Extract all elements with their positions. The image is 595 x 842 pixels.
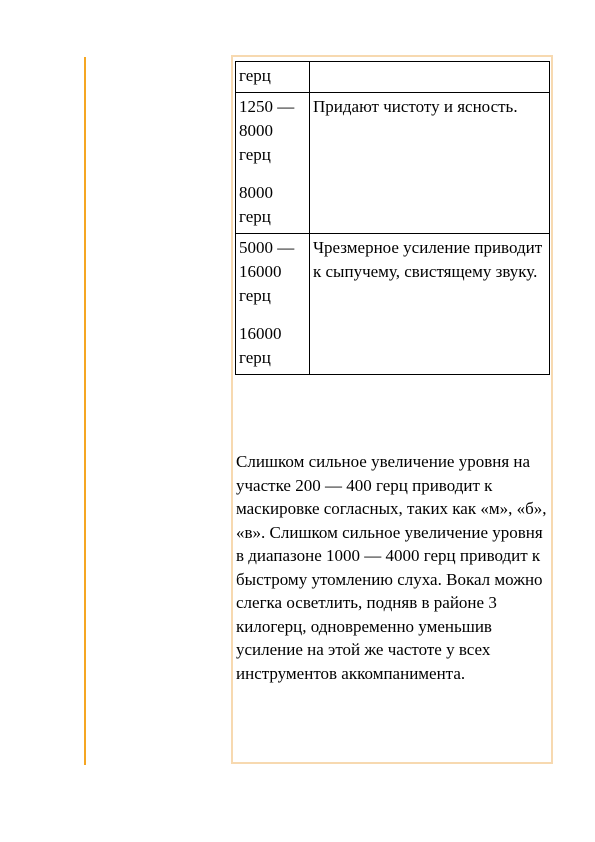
- body-paragraph: Слишком сильное увеличение уровня на участке 200 — 400 герц приводит к маскировке согласных, таких как «м», «б», «в». Слишком сильное увеличение уровня в диапазоне 1000 — 4000 герц приводит к быстрому утомлению слуха. Вокал можно слегка осветлить, подняв в районе 3 килогерц, одновременно уменьшив усиление на этой же частоте у всех инструментов аккомпанимента.: [236, 452, 547, 683]
- table-row: [236, 234, 550, 375]
- margin-rule: [84, 57, 86, 765]
- frequency-range: 5000 — 16000 герц: [239, 238, 295, 305]
- frequency-cell: [236, 93, 310, 234]
- frequency-range: 1250 — 8000 герц: [239, 97, 295, 164]
- effect-cell: [310, 62, 550, 93]
- frequency-cell: [236, 234, 310, 375]
- frequency-value: 16000 герц: [239, 324, 282, 367]
- frequency-value: 8000 герц: [239, 183, 273, 226]
- frequency-table: [235, 61, 550, 375]
- table-row: [236, 62, 550, 93]
- frequency-cell: [236, 62, 310, 93]
- effect-cell: Придают чистоту и ясность.: [310, 93, 550, 234]
- frequency-range: герц: [239, 66, 271, 85]
- table-row: [236, 93, 550, 234]
- effect-cell: Чрезмерное усиление приводит к сыпучему, свистящему звуку.: [310, 234, 550, 375]
